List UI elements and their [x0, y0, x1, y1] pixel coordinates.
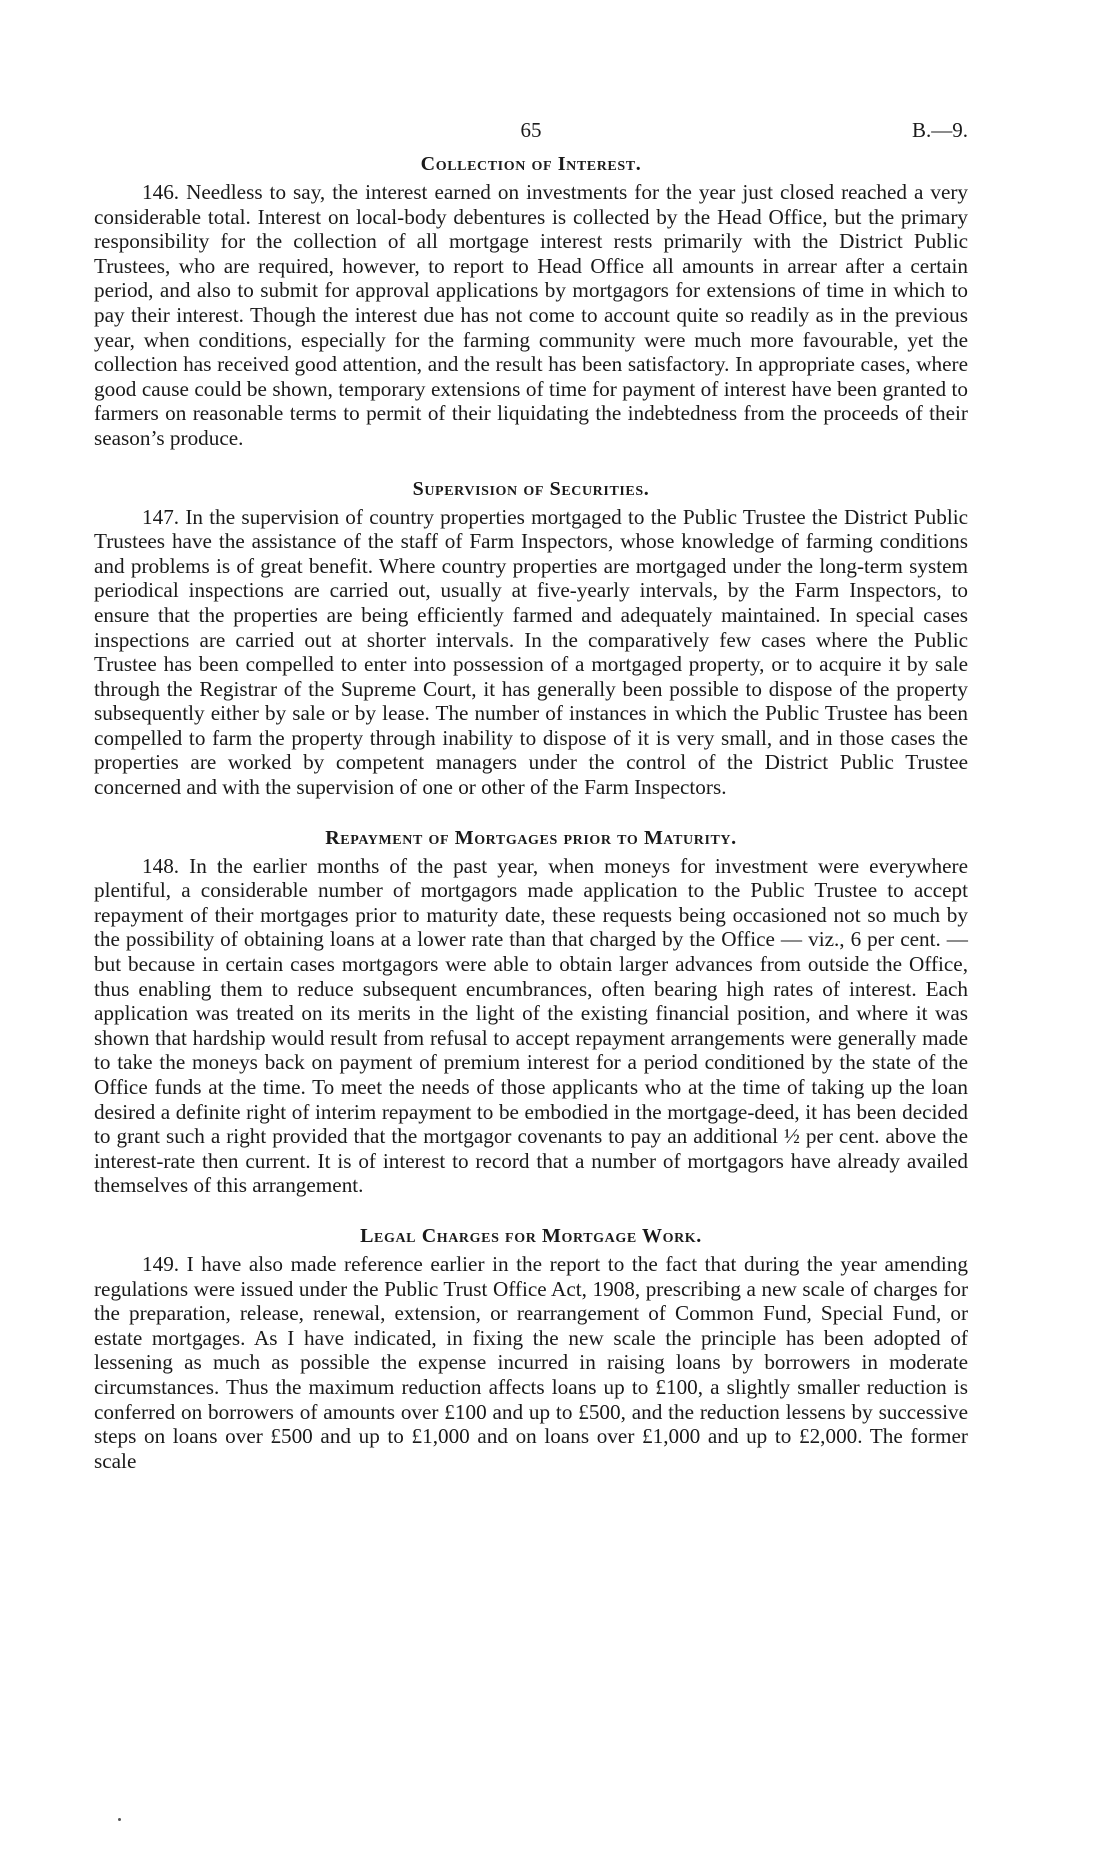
section-legal-charges	[94, 1224, 968, 1473]
paragraph-148: 148. In the earlier months of the past year, when moneys for investment were everywhere plentiful, a considerable number of mortgagors made application to the Public Trustee to accept repayment of their mortgages prior to maturity date, these requests being occasioned not so much by the possibility of obtaining loans at a lower rate than that charged by the Office — viz., 6 per cent. — but because in certain cases mortgagors were able to obtain larger advances from outside the Office, thus enabling them to reduce subsequent encumbrances, often bearing high rates of interest. Each application was treated on its merits in the light of the existing financial position, and where it was shown that hardship would result from refusal to accept repayment arrangements were generally made to take the moneys back on payment of premium interest for a period conditioned by the state of the Office funds at the time. To meet the needs of those applicants who at the time of taking up the loan desired a definite right of interim repayment to be embodied in the mortgage-deed, it has been decided to grant such a right provided that the mortgagor covenants to pay an additional ½ per cent. above the interest-rate then current. It is of interest to record that a number of mortgagors have already availed themselves of this arrangement.	[94, 853, 968, 1198]
paragraph-149: 149. I have also made reference earlier in the report to the fact that during the year amending regulations were issued under the Public Trust Office Act, 1908, prescribing a new scale of charges for the preparation, release, renewal, extension, or rearrangement of Common Fund, Special Fund, or estate mortgages. As I have indicated, in fixing the new scale the principle has been adopted of lessening as much as possible the expense incurred in raising loans by borrowers in moderate circumstances. Thus the maximum reduction affects loans up to £100, a slightly smaller reduction is conferred on borrowers of amounts over £100 and up to £500, and the reduction lessens by successive steps on loans over £500 and up to £1,000 and on loans over £1,000 and up to £2,000. The former scale	[94, 1251, 968, 1473]
section-repayment-of-mortgages	[94, 826, 968, 1198]
section-heading: Collection of Interest.	[420, 153, 642, 175]
margin-dot	[118, 1818, 121, 1821]
page-header	[94, 118, 968, 152]
paragraph-146: 146. Needless to say, the interest earned on investments for the year just closed reached a very considerable total. Interest on local-body debentures is collected by the Head Office, but the primary responsibility for the collection of all mortgage interest rests primarily with the District Public Trustees, who are required, however, to report to Head Office all amounts in arrear after a certain period, and also to submit for approval applications by mortgagors for extensions of time in which to pay their interest. Though the interest due has not come to account quite so readily as in the previous year, when conditions, especially for the farming community were much more favourable, yet the collection has received good attention, and the result has been satisfactory. In appropriate cases, where good cause could be shown, temporary extensions of time for payment of interest have been granted to farmers on reasonable terms to permit of their liquidating the indebtedness from the proceeds of their season’s produce.	[94, 180, 968, 450]
page-number: 65	[520, 118, 542, 142]
document-page	[94, 118, 968, 1499]
document-code: B.—9.	[911, 118, 968, 142]
section-heading: Legal Charges for Mortgage Work.	[360, 1224, 702, 1247]
paragraph-147: 147. In the supervision of country properties mortgaged to the Public Trustee the District Public Trustees have the assistance of the staff of Farm Inspectors, whose knowledge of farming conditions and problems is of great benefit. Where country properties are mortgaged under the long-term system periodical inspections are carried out, usually at five-yearly intervals, by the Farm Inspectors, to ensure that the properties are being efficiently farmed and adequately maintained. In special cases inspections are carried out at shorter intervals. In the comparatively few cases where the Public Trustee has been compelled to enter into possession of a mortgaged property, or to acquire it by sale through the Registrar of the Supreme Court, it has generally been possible to dispose of the property subsequently either by sale or by lease. The number of instances in which the Public Trustee has been compelled to farm the property through inability to dispose of it is very small, and in those cases the properties are worked by competent managers under the control of the District Public Trustee concerned and with the supervision of one or other of the Farm Inspectors.	[94, 504, 968, 800]
section-supervision-of-securities	[94, 477, 968, 800]
section-collection-of-interest	[94, 152, 968, 451]
section-heading: Repayment of Mortgages prior to Maturity.	[325, 826, 737, 849]
section-heading: Supervision of Securities.	[412, 477, 650, 500]
